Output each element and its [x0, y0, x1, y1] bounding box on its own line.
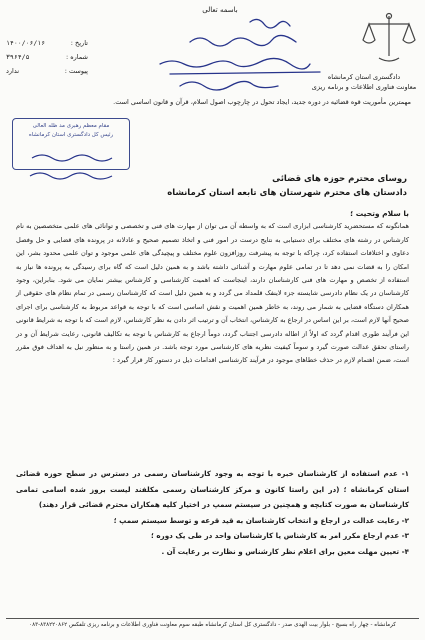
letter-body: [16, 207, 409, 368]
body-paragraph: همانگونه که مستحضرید کارشناسی ابزاری است که به واسطه آن می توان از مهارت های فنی و تخصصی و توانائی های علمی متخصصین به نام کارشناس در رشته های مختلف برای دستیابی به نتایج درست در امور فنی و اتخاذ تصمیم صحیح و عادلانه در پرونده های قضایی و حل وفصل دعاوی و اختلافات استفاده کرد، چراکه با توجه به پیشرفت روزافزون علوم مختلف و پیچیدگی های علمی موجود و توان علمی محدود بشر، این امکان را به قضات نمی دهد تا در تمامی علوم مهارت و آشنائی داشته باشد و به همین دلیل است که گاه برای رسیدگی به پرونده ها نیاز به استفاده از تخصص و مهارت های فنی کارشناسان دارند، اینجاست که اهمیت کارشناسی و کارشناس بیشتر نمایان می شود. بنابراین، وجود کارشناسان در یک نظام دادرسی شایسته جزء لاینفک قلمداد می گردد و به همین دلیل است که کارشناسان رسمی در تمام نظام های حقوقی از همکاران دستگاه قضایی به شمار می روند، به خاطر همین اهمیت و نقش اساسی است که با توجه به قواعد مربوط به کارشناسی برای اجرای صحیح آنها لازم است، بر این اساس در ارجاع به کارشناس، انتخاب آن و ترتیب اثر دادن به نظر کارشناس، لازم است که با توجه به شرایط قانونی این فرآیند طوری اقدام گردد که اولاً از اطاله دادرسی اجتناب گردد، دوماً ارجاع به کارشناس با توجه به تکالیف قانونی، رعایت شرایط آن و در راستای تحقق عدالت صورت گیرد و سوماً کیفیت نظریه های کارشناسی مورد توجه باشد. در همین راستا و به منظور نیل به اهداف فوق مقرر است، ضمن اهتمام لازم در حذف خطاهای موجود در فرآیند کارشناسی اقدامات ذیل در دستور کار قرار گیرد :: [16, 222, 409, 365]
list-item: ۴- تعیین مهلت معین برای اعلام نظر کارشناس و نظارت بر رعایت آن .: [161, 546, 409, 556]
org-name: دادگستری استان کرمانشاه: [327, 73, 401, 81]
list-item: ۲- رعایت عدالت در ارجاع و انتخاب کارشناسان به قید قرعه و توسط سیستم سمپ ؛: [113, 515, 409, 525]
date-row: [6, 36, 88, 50]
judiciary-motto: مهمترین مأموریت قوه قضائیه در دوره جدید، ایجاد تحول در چارچوب اصول اسلام، قرآن و قانون اساسی است.: [113, 98, 411, 106]
judiciary-emblem-icon: [359, 8, 419, 68]
top-phrase: باسمه تعالی: [202, 6, 238, 14]
addressee-line-2: دادستان های محترم شهرستان های تابعه استان کرمانشاه: [167, 188, 407, 198]
date-value: ۱۴۰۰/۰۶/۱۶: [6, 39, 46, 47]
handwritten-annotation: [130, 14, 340, 104]
date-label: تاریخ :: [70, 39, 88, 47]
number-row: [6, 50, 88, 64]
letter-meta: [6, 36, 88, 78]
attachment-value: ندارد: [6, 67, 20, 75]
number-value: ۳۹۶۴/۵: [6, 53, 30, 61]
greeting: با سلام وتحیت ؛: [350, 209, 409, 218]
attachment-row: [6, 64, 88, 78]
directive-list: [16, 466, 409, 560]
stamp-line-2: رئیس کل دادگستری استان کرمانشاه: [28, 132, 114, 138]
letter-footer: کرمانشاه - چهار راه بسیج - بلوار بیت الهدی صدر - دادگستری کل استان کرمانشاه طبقه سوم معاونت فناوری اطلاعات و برنامه ریزی تلفکس ۸۳۸۲۲۰۸۶۲-۰۸۳: [6, 618, 419, 628]
number-label: شماره :: [66, 53, 88, 61]
list-item: ۳- عدم ارجاع مکرر امر به کارشناس یا کارشناسان واحد در طی یک دوره ؛: [150, 531, 409, 541]
attachment-label: پیوست :: [64, 67, 88, 75]
list-item: ۱- عدم استفاده از کارشناسان خبره با توجه به وجود کارشناسان رسمی در دسترس در سطح حوزه قضائی استان کرمانشاه ؛ (در این راستا کانون و مرکز کارشناسان رسمی مکلفند لیست بروز شده اسامی تمامی کارشناسان به صورت کتابچه و همچنین در سیستم سمپ در اختیار کلیه همکاران محترم قضائی قرار دهند): [16, 469, 409, 510]
org-department: معاونت فناوری اطلاعات و برنامه ریزی: [311, 83, 417, 91]
stamp-line-1: مقام معظم رهبری مد ظله العالی: [32, 123, 110, 129]
addressee-line-1: روسای محترم حوزه های قضائی: [272, 174, 407, 184]
stamp-handwriting: [22, 148, 132, 188]
